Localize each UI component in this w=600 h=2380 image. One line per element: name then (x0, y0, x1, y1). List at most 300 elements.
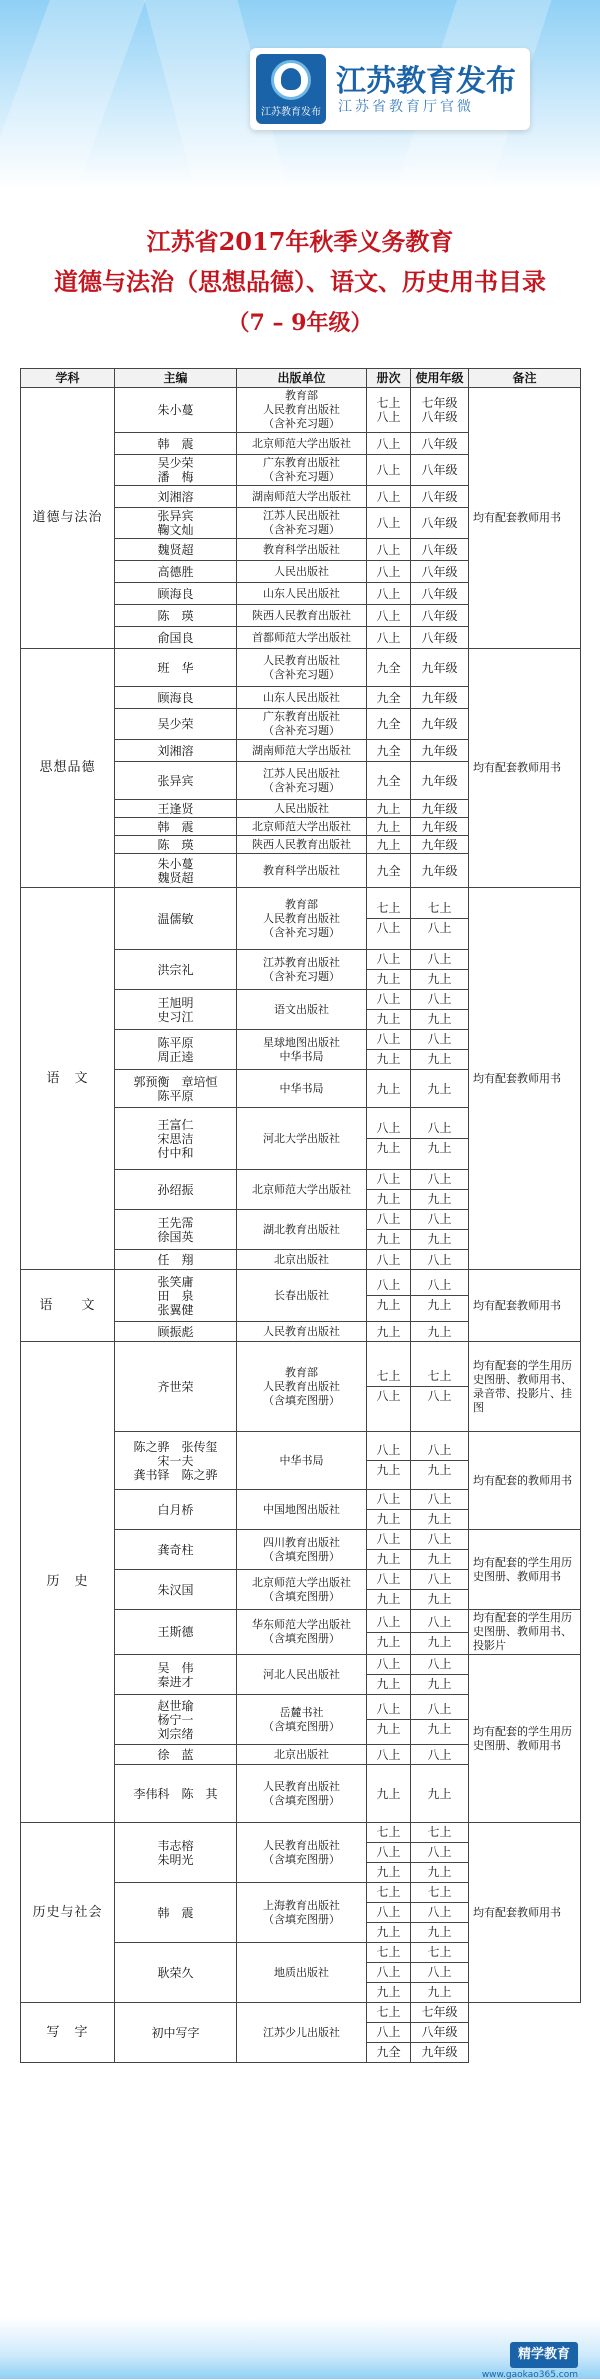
note-cell: 均有配套的学生用历史图册、教师用书、投影片 (469, 1610, 581, 1655)
grade-value: 九年级 (411, 2042, 468, 2062)
grade-cell (411, 1610, 469, 1655)
volume-value: 九上 (367, 1589, 410, 1609)
publisher-cell: 教育部 人民教育出版社 （含补充习题） (237, 888, 367, 950)
publisher-cell: 江苏教育出版社 （含补充习题） (237, 950, 367, 990)
editor-cell: 张异宾 (115, 762, 237, 800)
volume-value: 八上 (376, 1032, 401, 1046)
grade-value: 九上 (411, 1049, 468, 1069)
volume-value: 九上 (367, 1549, 410, 1569)
volume-value: 八上 (367, 1962, 410, 1982)
grade-value: 八上 (427, 1532, 452, 1546)
grade-cell (411, 888, 469, 950)
volume-cell (367, 1883, 411, 1943)
volume-cell: 九上 (367, 1765, 411, 1823)
grade-value: 九上 (411, 1189, 468, 1209)
grade-cell: 九上 (411, 1322, 469, 1342)
grade-value: 七上 (427, 901, 452, 915)
grade-value: 九上 (411, 1460, 468, 1480)
editor-cell: 温儒敏 (115, 888, 237, 950)
volume-cell (367, 1108, 411, 1170)
grade-cell (411, 1570, 469, 1610)
volume-cell: 九全 (367, 740, 411, 762)
grade-cell: 九年级 (411, 836, 469, 854)
grade-value: 八上 (411, 1842, 468, 1862)
volume-cell (367, 1270, 411, 1322)
note-cell: 均有配套教师用书 (469, 1270, 581, 1342)
volume-value: 九上 (367, 1049, 410, 1069)
grade-cell (411, 1432, 469, 1490)
editor-cell: 顾海良 (115, 687, 237, 709)
volume-cell: 九上 (367, 818, 411, 836)
editor-cell: 王斯德 (115, 1610, 237, 1655)
volume-cell (367, 2003, 411, 2063)
header-note: 备注 (469, 369, 581, 388)
grade-cell: 九年级 (411, 762, 469, 800)
grade-value: 九上 (411, 1982, 468, 2002)
header-subject: 学科 (21, 369, 115, 388)
note-cell: 均有配套的学生用历史图册、教师用书、录音带、投影片、挂图 (469, 1342, 581, 1432)
grade-value: 八上 (427, 992, 452, 1006)
volume-value: 九上 (367, 1295, 410, 1315)
volume-value: 九上 (367, 1922, 410, 1942)
publisher-cell: 人民出版社 (237, 561, 367, 583)
logo-title: 江苏教育发布 (336, 64, 516, 99)
grade-value: 九上 (411, 1229, 468, 1249)
editor-cell: 朱小蔓 魏贤超 (115, 854, 237, 888)
publisher-cell: 语文出版社 (237, 990, 367, 1030)
editor-cell: 高德胜 (115, 561, 237, 583)
grade-cell (411, 1530, 469, 1570)
editor-cell: 陈之骅 张传玺 宋一夫 龚书铎 陈之骅 (115, 1432, 237, 1490)
publisher-cell: 中华书局 (237, 1070, 367, 1108)
volume-cell (367, 1610, 411, 1655)
grade-value: 八上 (427, 1172, 452, 1186)
grade-cell (411, 1270, 469, 1322)
grade-cell: 八年级 (411, 605, 469, 627)
subject-cell: 历 史 (21, 1342, 115, 1823)
publisher-cell: 广东教育出版社 （含补充习题） (237, 709, 367, 740)
grade-cell (411, 1342, 469, 1432)
volume-cell: 九上 (367, 800, 411, 818)
publisher-cell: 北京师范大学出版社 （含填充图册） (237, 1570, 367, 1610)
volume-cell: 八上 (367, 583, 411, 605)
editor-cell: 韩 震 (115, 433, 237, 455)
jiangsu-edu-logo (250, 48, 530, 130)
grade-cell: 九年级 (411, 800, 469, 818)
note-cell: 均有配套的教师用书 (469, 1432, 581, 1530)
editor-cell: 韩 震 (115, 818, 237, 836)
grade-value: 七上 (427, 1885, 452, 1899)
volume-value: 九上 (367, 1674, 410, 1694)
volume-cell (367, 990, 411, 1030)
volume-cell: 九全 (367, 649, 411, 687)
volume-value: 八上 (376, 1172, 401, 1186)
volume-value: 九上 (367, 1982, 410, 2002)
grade-value: 九上 (411, 1589, 468, 1609)
publisher-cell: 北京出版社 (237, 1250, 367, 1270)
volume-cell: 八上 (367, 508, 411, 539)
publisher-cell: 山东人民出版社 (237, 687, 367, 709)
note-cell: 均有配套教师用书 (469, 888, 581, 1270)
volume-value: 九上 (367, 1009, 410, 1029)
editor-cell: 龚奇柱 (115, 1530, 237, 1570)
note-cell: 均有配套教师用书 (469, 1823, 581, 2003)
editor-cell: 孙绍振 (115, 1170, 237, 1210)
subject-cell: 语 文 (21, 1270, 115, 1342)
editor-cell: 初中写字 (115, 2003, 237, 2063)
subject-cell: 道德与法治 (21, 388, 115, 649)
volume-cell: 九全 (367, 709, 411, 740)
table-header-row (21, 369, 581, 388)
publisher-cell: 华东师范大学出版社 （含填充图册） (237, 1610, 367, 1655)
grade-value: 七上 (427, 1945, 452, 1959)
volume-value: 九上 (367, 1138, 410, 1158)
volume-cell: 九上 (367, 1322, 411, 1342)
publisher-cell: 江苏人民出版社 （含补充习题） (237, 508, 367, 539)
table-row (21, 2003, 581, 2063)
editor-cell: 王富仁 宋思洁 付中和 (115, 1108, 237, 1170)
volume-cell: 八上 (367, 1250, 411, 1270)
grade-cell: 八年级 (411, 486, 469, 508)
volume-cell (367, 888, 411, 950)
editor-cell: 吴 伟 秦进才 (115, 1655, 237, 1695)
publisher-cell: 北京出版社 (237, 1745, 367, 1765)
grade-cell: 九年级 (411, 649, 469, 687)
editor-cell: 朱汉国 (115, 1570, 237, 1610)
grade-value: 九上 (411, 1009, 468, 1029)
publisher-cell: 北京师范大学出版社 (237, 818, 367, 836)
grade-value: 九上 (411, 1922, 468, 1942)
editor-cell: 李伟科 陈 其 (115, 1765, 237, 1823)
volume-value: 八上 (376, 1657, 401, 1671)
grade-cell: 八年级 (411, 508, 469, 539)
note-cell: 均有配套的学生用历史图册、教师用书 (469, 1530, 581, 1610)
subject-cell: 思想品德 (21, 649, 115, 888)
volume-cell (367, 1490, 411, 1530)
header-editor: 主编 (115, 369, 237, 388)
volume-cell: 九全 (367, 854, 411, 888)
note-cell: 均有配套教师用书 (469, 388, 581, 649)
grade-value: 七年级 (421, 2005, 458, 2019)
grade-cell: 八上 (411, 1745, 469, 1765)
grade-cell: 八年级 (411, 455, 469, 486)
publisher-cell: 湖北教育出版社 (237, 1210, 367, 1250)
table-row (21, 1270, 581, 1322)
volume-value: 七上 (376, 1825, 401, 1839)
editor-cell: 韦志榕 朱明光 (115, 1823, 237, 1883)
editor-cell: 张异宾 鞠文灿 (115, 508, 237, 539)
publisher-cell: 湖南师范大学出版社 (237, 486, 367, 508)
editor-cell: 韩 震 (115, 1883, 237, 1943)
volume-cell: 八上 (367, 561, 411, 583)
publisher-cell: 江苏少儿出版社 (237, 2003, 367, 2063)
publisher-cell: 星球地图出版社 中华书局 (237, 1030, 367, 1070)
grade-value: 八上 (427, 1212, 452, 1226)
grade-value: 八上 (411, 918, 468, 938)
editor-cell: 刘湘溶 (115, 486, 237, 508)
subject-cell: 写 字 (21, 2003, 115, 2063)
grade-value: 八上 (427, 1121, 452, 1135)
volume-cell (367, 950, 411, 990)
table-row (21, 388, 581, 433)
grade-cell: 八年级 (411, 627, 469, 649)
editor-cell: 顾海良 (115, 583, 237, 605)
header-publisher: 出版单位 (237, 369, 367, 388)
grade-cell (411, 1943, 469, 2003)
volume-value: 九全 (367, 2042, 410, 2062)
publisher-cell: 中华书局 (237, 1432, 367, 1490)
header-grade: 使用年级 (411, 369, 469, 388)
subject-cell: 语 文 (21, 888, 115, 1270)
grade-value: 八上 (411, 1386, 468, 1406)
table-row (21, 888, 581, 950)
grade-value: 八上 (411, 1902, 468, 1922)
volume-value: 八上 (367, 1386, 410, 1406)
grade-cell: 九年级 (411, 740, 469, 762)
grade-cell (411, 1883, 469, 1943)
grade-cell: 九年级 (411, 818, 469, 836)
volume-value: 八上 (376, 1532, 401, 1546)
volume-value: 八上 (376, 1572, 401, 1586)
volume-value: 八上 (367, 2022, 410, 2042)
page-title-line3: （7 – 9年级） (227, 310, 373, 336)
table-row (21, 1342, 581, 1432)
grade-cell (411, 2003, 469, 2063)
grade-cell (411, 1695, 469, 1745)
volume-value: 八上 (367, 1842, 410, 1862)
grade-cell (411, 1823, 469, 1883)
volume-value: 七上 (376, 2005, 401, 2019)
publisher-cell: 长春出版社 (237, 1270, 367, 1322)
volume-value: 八上 (376, 1614, 401, 1629)
editor-cell: 班 华 (115, 649, 237, 687)
grade-cell: 七年级 八年级 (411, 388, 469, 433)
grade-value: 八上 (427, 1657, 452, 1671)
volume-value: 七上 (376, 1369, 401, 1383)
editor-cell: 张笑庸 田 泉 张翼健 (115, 1270, 237, 1322)
grade-value: 七上 (427, 1825, 452, 1839)
grade-value: 八上 (411, 1962, 468, 1982)
volume-cell (367, 1823, 411, 1883)
publisher-cell: 山东人民出版社 (237, 583, 367, 605)
grade-value: 九上 (411, 1674, 468, 1694)
volume-cell: 九上 (367, 836, 411, 854)
logo-subtitle: 江苏省教育厅官微 (338, 99, 474, 115)
publisher-cell: 地质出版社 (237, 1943, 367, 2003)
volume-value: 八上 (367, 918, 410, 938)
grade-value: 八上 (427, 1572, 452, 1586)
volume-cell (367, 1570, 411, 1610)
page-title-line1: 江苏省2017年秋季义务教育 (146, 227, 454, 256)
volume-value: 九上 (367, 1632, 410, 1652)
publisher-cell: 教育科学出版社 (237, 854, 367, 888)
publisher-cell: 陕西人民教育出版社 (237, 605, 367, 627)
publisher-cell: 上海教育出版社 （含填充图册） (237, 1883, 367, 1943)
editor-cell: 刘湘溶 (115, 740, 237, 762)
volume-cell: 八上 (367, 605, 411, 627)
volume-value: 八上 (376, 1121, 401, 1135)
grade-value: 九上 (411, 1295, 468, 1315)
grade-cell (411, 1030, 469, 1070)
grade-cell: 九年级 (411, 854, 469, 888)
grade-cell: 九年级 (411, 709, 469, 740)
grade-cell: 九年级 (411, 687, 469, 709)
publisher-cell: 教育部 人民教育出版社 （含填充图册） (237, 1342, 367, 1432)
editor-cell: 赵世瑜 杨宁一 刘宗绪 (115, 1695, 237, 1745)
volume-cell (367, 1210, 411, 1250)
volume-value: 八上 (376, 1443, 401, 1457)
grade-cell: 八年级 (411, 583, 469, 605)
grade-cell: 八上 (411, 1250, 469, 1270)
publisher-cell: 广东教育出版社 （含补充习题） (237, 455, 367, 486)
volume-cell: 八上 (367, 455, 411, 486)
volume-value: 九上 (367, 1862, 410, 1882)
table-body (21, 388, 581, 2063)
editor-cell: 王旭明 史习江 (115, 990, 237, 1030)
grade-value: 九上 (411, 1138, 468, 1158)
grade-value: 九上 (411, 1719, 468, 1739)
grade-value: 八上 (427, 952, 452, 966)
editor-cell: 陈 瑛 (115, 836, 237, 854)
editor-cell: 郭预衡 章培恒 陈平原 (115, 1070, 237, 1108)
publisher-cell: 中国地图出版社 (237, 1490, 367, 1530)
volume-cell: 九全 (367, 762, 411, 800)
volume-value: 九上 (367, 1189, 410, 1209)
grade-cell: 九上 (411, 1070, 469, 1108)
grade-cell: 八年级 (411, 433, 469, 455)
grade-cell (411, 1170, 469, 1210)
grade-cell: 八年级 (411, 539, 469, 561)
editor-cell: 陈平原 周正逵 (115, 1030, 237, 1070)
editor-cell: 白月桥 (115, 1490, 237, 1530)
grade-value: 九上 (411, 1862, 468, 1882)
volume-value: 九上 (367, 969, 410, 989)
volume-cell (367, 1170, 411, 1210)
page-title-line2: 道德与法治（思想品德）、语文、历史用书目录 (54, 267, 546, 296)
volume-cell: 八上 (367, 1745, 411, 1765)
publisher-cell: 首都师范大学出版社 (237, 627, 367, 649)
grade-value: 八上 (427, 1032, 452, 1046)
volume-cell (367, 1342, 411, 1432)
editor-cell: 魏贤超 (115, 539, 237, 561)
volume-cell (367, 1530, 411, 1570)
volume-value: 八上 (376, 1492, 401, 1506)
grade-value: 七上 (427, 1369, 452, 1383)
grade-cell (411, 990, 469, 1030)
volume-value: 七上 (376, 901, 401, 915)
volume-value: 九上 (367, 1509, 410, 1529)
volume-cell: 九全 (367, 687, 411, 709)
header-volume: 册次 (367, 369, 411, 388)
editor-cell: 顾振彪 (115, 1322, 237, 1342)
editor-cell: 王逢贤 (115, 800, 237, 818)
publisher-cell: 人民教育出版社 （含填充图册） (237, 1823, 367, 1883)
editor-cell: 陈 瑛 (115, 605, 237, 627)
volume-cell (367, 1655, 411, 1695)
grade-cell (411, 1108, 469, 1170)
grade-value: 八上 (427, 1492, 452, 1506)
grade-value: 八上 (427, 1702, 452, 1716)
note-cell: 均有配套的学生用历史图册、教师用书 (469, 1655, 581, 1823)
volume-cell (367, 1030, 411, 1070)
grade-value: 九上 (411, 969, 468, 989)
publisher-cell: 江苏人民出版社 （含补充习题） (237, 762, 367, 800)
publisher-cell: 河北大学出版社 (237, 1108, 367, 1170)
editor-cell: 洪宗礼 (115, 950, 237, 990)
grade-value: 九上 (411, 1549, 468, 1569)
subject-cell: 历史与社会 (21, 1823, 115, 2003)
volume-cell (367, 1695, 411, 1745)
editor-cell: 朱小蔓 (115, 388, 237, 433)
publisher-cell: 人民教育出版社 （含补充习题） (237, 649, 367, 687)
note-cell: 均有配套教师用书 (469, 649, 581, 888)
grade-value: 八上 (427, 1614, 452, 1629)
publisher-cell: 陕西人民教育出版社 (237, 836, 367, 854)
grade-cell: 八年级 (411, 561, 469, 583)
publisher-cell: 四川教育出版社 （含填充图册） (237, 1530, 367, 1570)
volume-cell: 八上 (367, 486, 411, 508)
lotus-logo-icon: 江苏教育发布 (256, 54, 326, 124)
grade-cell (411, 950, 469, 990)
editor-cell: 俞国良 (115, 627, 237, 649)
grade-cell (411, 1210, 469, 1250)
grade-value: 九上 (411, 1632, 468, 1652)
publisher-cell: 人民出版社 (237, 800, 367, 818)
volume-value: 八上 (376, 1278, 401, 1292)
publisher-cell: 教育科学出版社 (237, 539, 367, 561)
volume-cell (367, 1432, 411, 1490)
volume-cell: 七上 八上 (367, 388, 411, 433)
publisher-cell: 人民教育出版社 （含填充图册） (237, 1765, 367, 1823)
grade-cell (411, 1490, 469, 1530)
volume-value: 八上 (376, 992, 401, 1006)
table-row (21, 1823, 581, 1883)
grade-value: 八上 (427, 1443, 452, 1457)
volume-value: 七上 (376, 1945, 401, 1959)
volume-value: 八上 (376, 1212, 401, 1226)
publisher-cell: 北京师范大学出版社 (237, 433, 367, 455)
editor-cell: 吴少荣 (115, 709, 237, 740)
editor-cell: 齐世荣 (115, 1342, 237, 1432)
table-row (21, 649, 581, 687)
editor-cell: 王先霈 徐国英 (115, 1210, 237, 1250)
editor-cell: 耿荣久 (115, 1943, 237, 2003)
grade-value: 九上 (411, 1509, 468, 1529)
publisher-cell: 河北人民出版社 (237, 1655, 367, 1695)
editor-cell: 任 翔 (115, 1250, 237, 1270)
editor-cell: 吴少荣 潘 梅 (115, 455, 237, 486)
volume-cell: 八上 (367, 433, 411, 455)
grade-value: 八上 (427, 1278, 452, 1292)
grade-cell (411, 1655, 469, 1695)
grade-cell: 九上 (411, 1765, 469, 1823)
publisher-cell: 北京师范大学出版社 (237, 1170, 367, 1210)
volume-cell: 八上 (367, 627, 411, 649)
volume-value: 八上 (376, 1702, 401, 1716)
volume-cell: 八上 (367, 539, 411, 561)
grade-value: 八年级 (411, 2022, 468, 2042)
volume-value: 八上 (376, 952, 401, 966)
volume-value: 九上 (367, 1719, 410, 1739)
footer-brand-logo: 精学教育 (510, 2342, 578, 2368)
volume-value: 九上 (367, 1229, 410, 1249)
publisher-cell: 人民教育出版社 (237, 1322, 367, 1342)
header-banner (0, 0, 600, 190)
volume-value: 八上 (367, 1902, 410, 1922)
volume-cell (367, 1943, 411, 2003)
publisher-cell: 岳麓书社 （含填充图册） (237, 1695, 367, 1745)
footer-banner (0, 2318, 600, 2379)
